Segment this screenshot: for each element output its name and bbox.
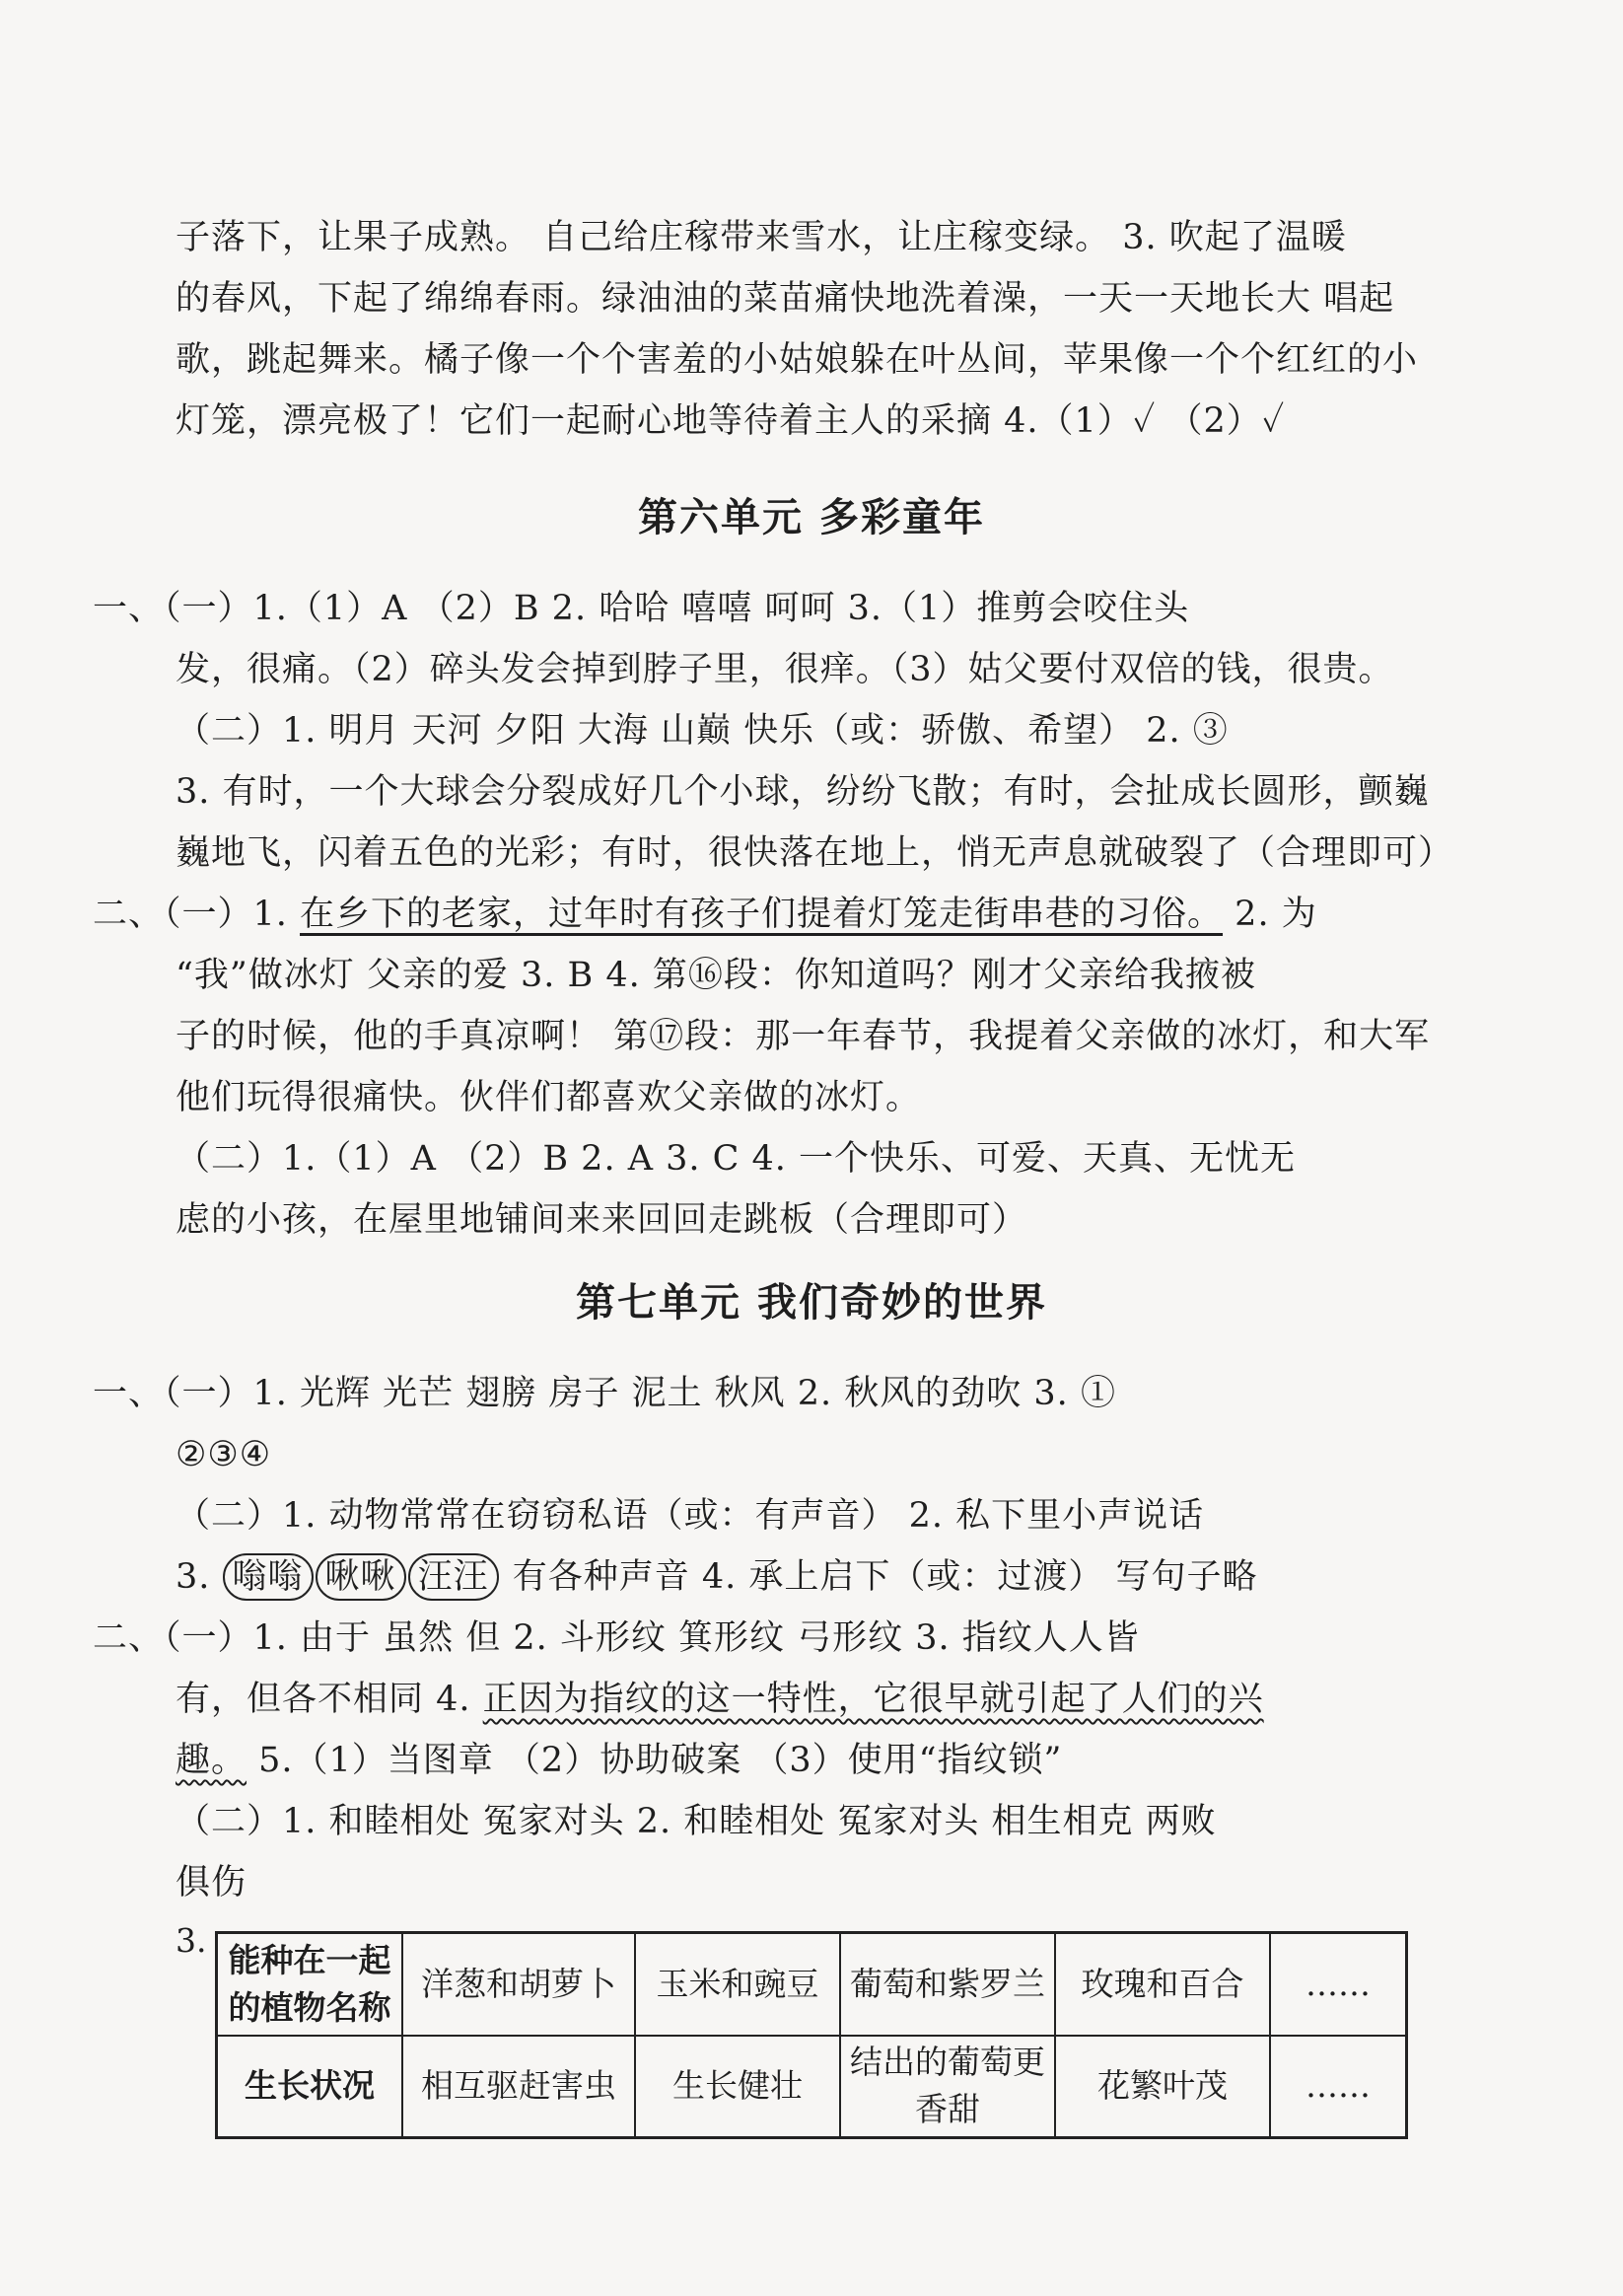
unit6-title: 第六单元 多彩童年 — [638, 495, 985, 540]
unit6-line-a3: （二）1. 明月 天河 夕阳 大海 山巅 快乐（或：骄傲、希望） 2. ③ — [176, 711, 1229, 751]
unit6-b1-prefix: 二、（一）1. — [93, 895, 301, 934]
unit7-line-a3: （二）1. 动物常常在窃窃私语（或：有声音） 2. 私下里小声说话 — [176, 1496, 1205, 1536]
unit6-line-a1: 一、（一）1.（1）A （2）B 2. 哈哈 嘻嘻 呵呵 3.（1）推剪会咬住头 — [93, 589, 1190, 628]
table-cell: 相互驱赶害虫 — [402, 2036, 635, 2138]
unit6-line-b1 — [93, 884, 1315, 945]
unit7-line-a2: ②③④ — [176, 1435, 272, 1474]
circled-word: 嗡嗡 — [223, 1553, 314, 1601]
unit7-title: 第七单元 我们奇妙的世界 — [576, 1280, 1047, 1326]
unit6-line-a2: 发，很痛。（2）碎头发会掉到脖子里，很痒。（3）姑父要付双倍的钱，很贵。 — [176, 650, 1394, 689]
unit6-line-b3: 子的时候，他的手真凉啊！ 第⑰段：那一年春节，我提着父亲做的冰灯，和大军 — [176, 1017, 1431, 1056]
unit7-b3-suffix: 5.（1）当图章 （2）协助破案 （3）使用“指纹锁” — [247, 1741, 1063, 1780]
wavy-underlined-answer: 正因为指纹的这一特性，它很早就引起了人们的兴 — [482, 1680, 1264, 1719]
table-cell: 生长健壮 — [635, 2036, 840, 2138]
table-cell: 玉米和豌豆 — [635, 1933, 840, 2036]
unit7-line-b1: 二、（一）1. 由于 虽然 但 2. 斗形纹 箕形纹 弓形纹 3. 指纹人人皆 — [93, 1618, 1140, 1658]
intro-line-4: 灯笼，漂亮极了！它们一起耐心地等待着主人的采摘 4.（1）✓ （2）✓ — [176, 401, 1286, 441]
unit7-a4-prefix: 3. — [176, 1557, 223, 1597]
unit7-b2-prefix: 有，但各不相同 4. — [176, 1680, 483, 1719]
unit7-line-a1: 一、（一）1. 光辉 光芒 翅膀 房子 泥土 秋风 2. 秋风的劲吹 3. ① — [93, 1374, 1116, 1413]
unit6-line-b2: “我”做冰灯 父亲的爱 3. B 4. 第⑯段：你知道吗？刚才父亲给我掖被 — [176, 956, 1256, 995]
intro-line-2: 的春风，下起了绵绵春雨。绿油油的菜苗痛快地洗着澡，一天一天地长大 唱起 — [176, 279, 1395, 319]
unit7-a4-suffix: 有各种声音 4. 承上启下（或：过渡） 写句子略 — [500, 1557, 1258, 1597]
circled-word: 汪汪 — [408, 1553, 499, 1601]
unit6-line-a5: 巍地飞，闪着五色的光彩；有时，很快落在地上，悄无声息就破裂了（合理即可） — [176, 833, 1454, 873]
table-row-head: 能种在一起的植物名称 — [217, 1933, 403, 2036]
table-cell: 结出的葡萄更香甜 — [840, 2036, 1055, 2138]
unit6-line-b6: 虑的小孩，在屋里地铺间来来回回走跳板（合理即可） — [176, 1200, 1028, 1240]
table-row — [217, 2036, 1407, 2138]
underlined-answer: 在乡下的老家，过年时有孩子们提着灯笼走街串巷的习俗。 — [300, 895, 1224, 934]
unit6-b1-suffix: 2. 为 — [1223, 895, 1317, 934]
table-cell: …… — [1270, 2036, 1407, 2138]
unit7-line-b5: 俱伤 — [176, 1863, 247, 1902]
table-cell: …… — [1270, 1933, 1407, 2036]
table-cell: 洋葱和胡萝卜 — [402, 1933, 635, 2036]
circled-word: 啾啾 — [316, 1553, 406, 1601]
wavy-underlined-answer-end: 趣。 — [176, 1741, 247, 1780]
table-row — [217, 1933, 1407, 2036]
unit7-line-b3 — [176, 1730, 1398, 1791]
table-row-head: 生长状况 — [217, 2036, 403, 2138]
intro-line-1: 子落下，让果子成熟。 自己给庄稼带来雪水，让庄稼变绿。 3. 吹起了温暖 — [176, 218, 1347, 257]
unit6-line-a4: 3. 有时，一个大球会分裂成好几个小球，纷纷飞散；有时，会扯成长圆形，颤巍 — [176, 772, 1430, 812]
plants-table — [215, 1931, 1408, 2139]
table-cell: 花繁叶茂 — [1055, 2036, 1270, 2138]
unit7-line-b2 — [176, 1669, 1398, 1730]
intro-line-3: 歌，跳起舞来。橘子像一个个害羞的小姑娘躲在叶丛间，苹果像一个个红红的小 — [176, 340, 1419, 380]
unit7-line-b4: （二）1. 和睦相处 冤家对头 2. 和睦相处 冤家对头 相生相克 两败 — [176, 1802, 1217, 1841]
unit6-line-b5: （二）1.（1）A （2）B 2. A 3. C 4. 一个快乐、可爱、天真、无忧无 — [176, 1139, 1297, 1179]
table-cell: 葡萄和紫罗兰 — [840, 1933, 1055, 2036]
table-number: 3. — [176, 1921, 207, 1960]
table-cell: 玫瑰和百合 — [1055, 1933, 1270, 2036]
unit6-line-b4: 他们玩得很痛快。伙伴们都喜欢父亲做的冰灯。 — [176, 1078, 922, 1117]
unit7-line-a4 — [176, 1546, 1398, 1608]
